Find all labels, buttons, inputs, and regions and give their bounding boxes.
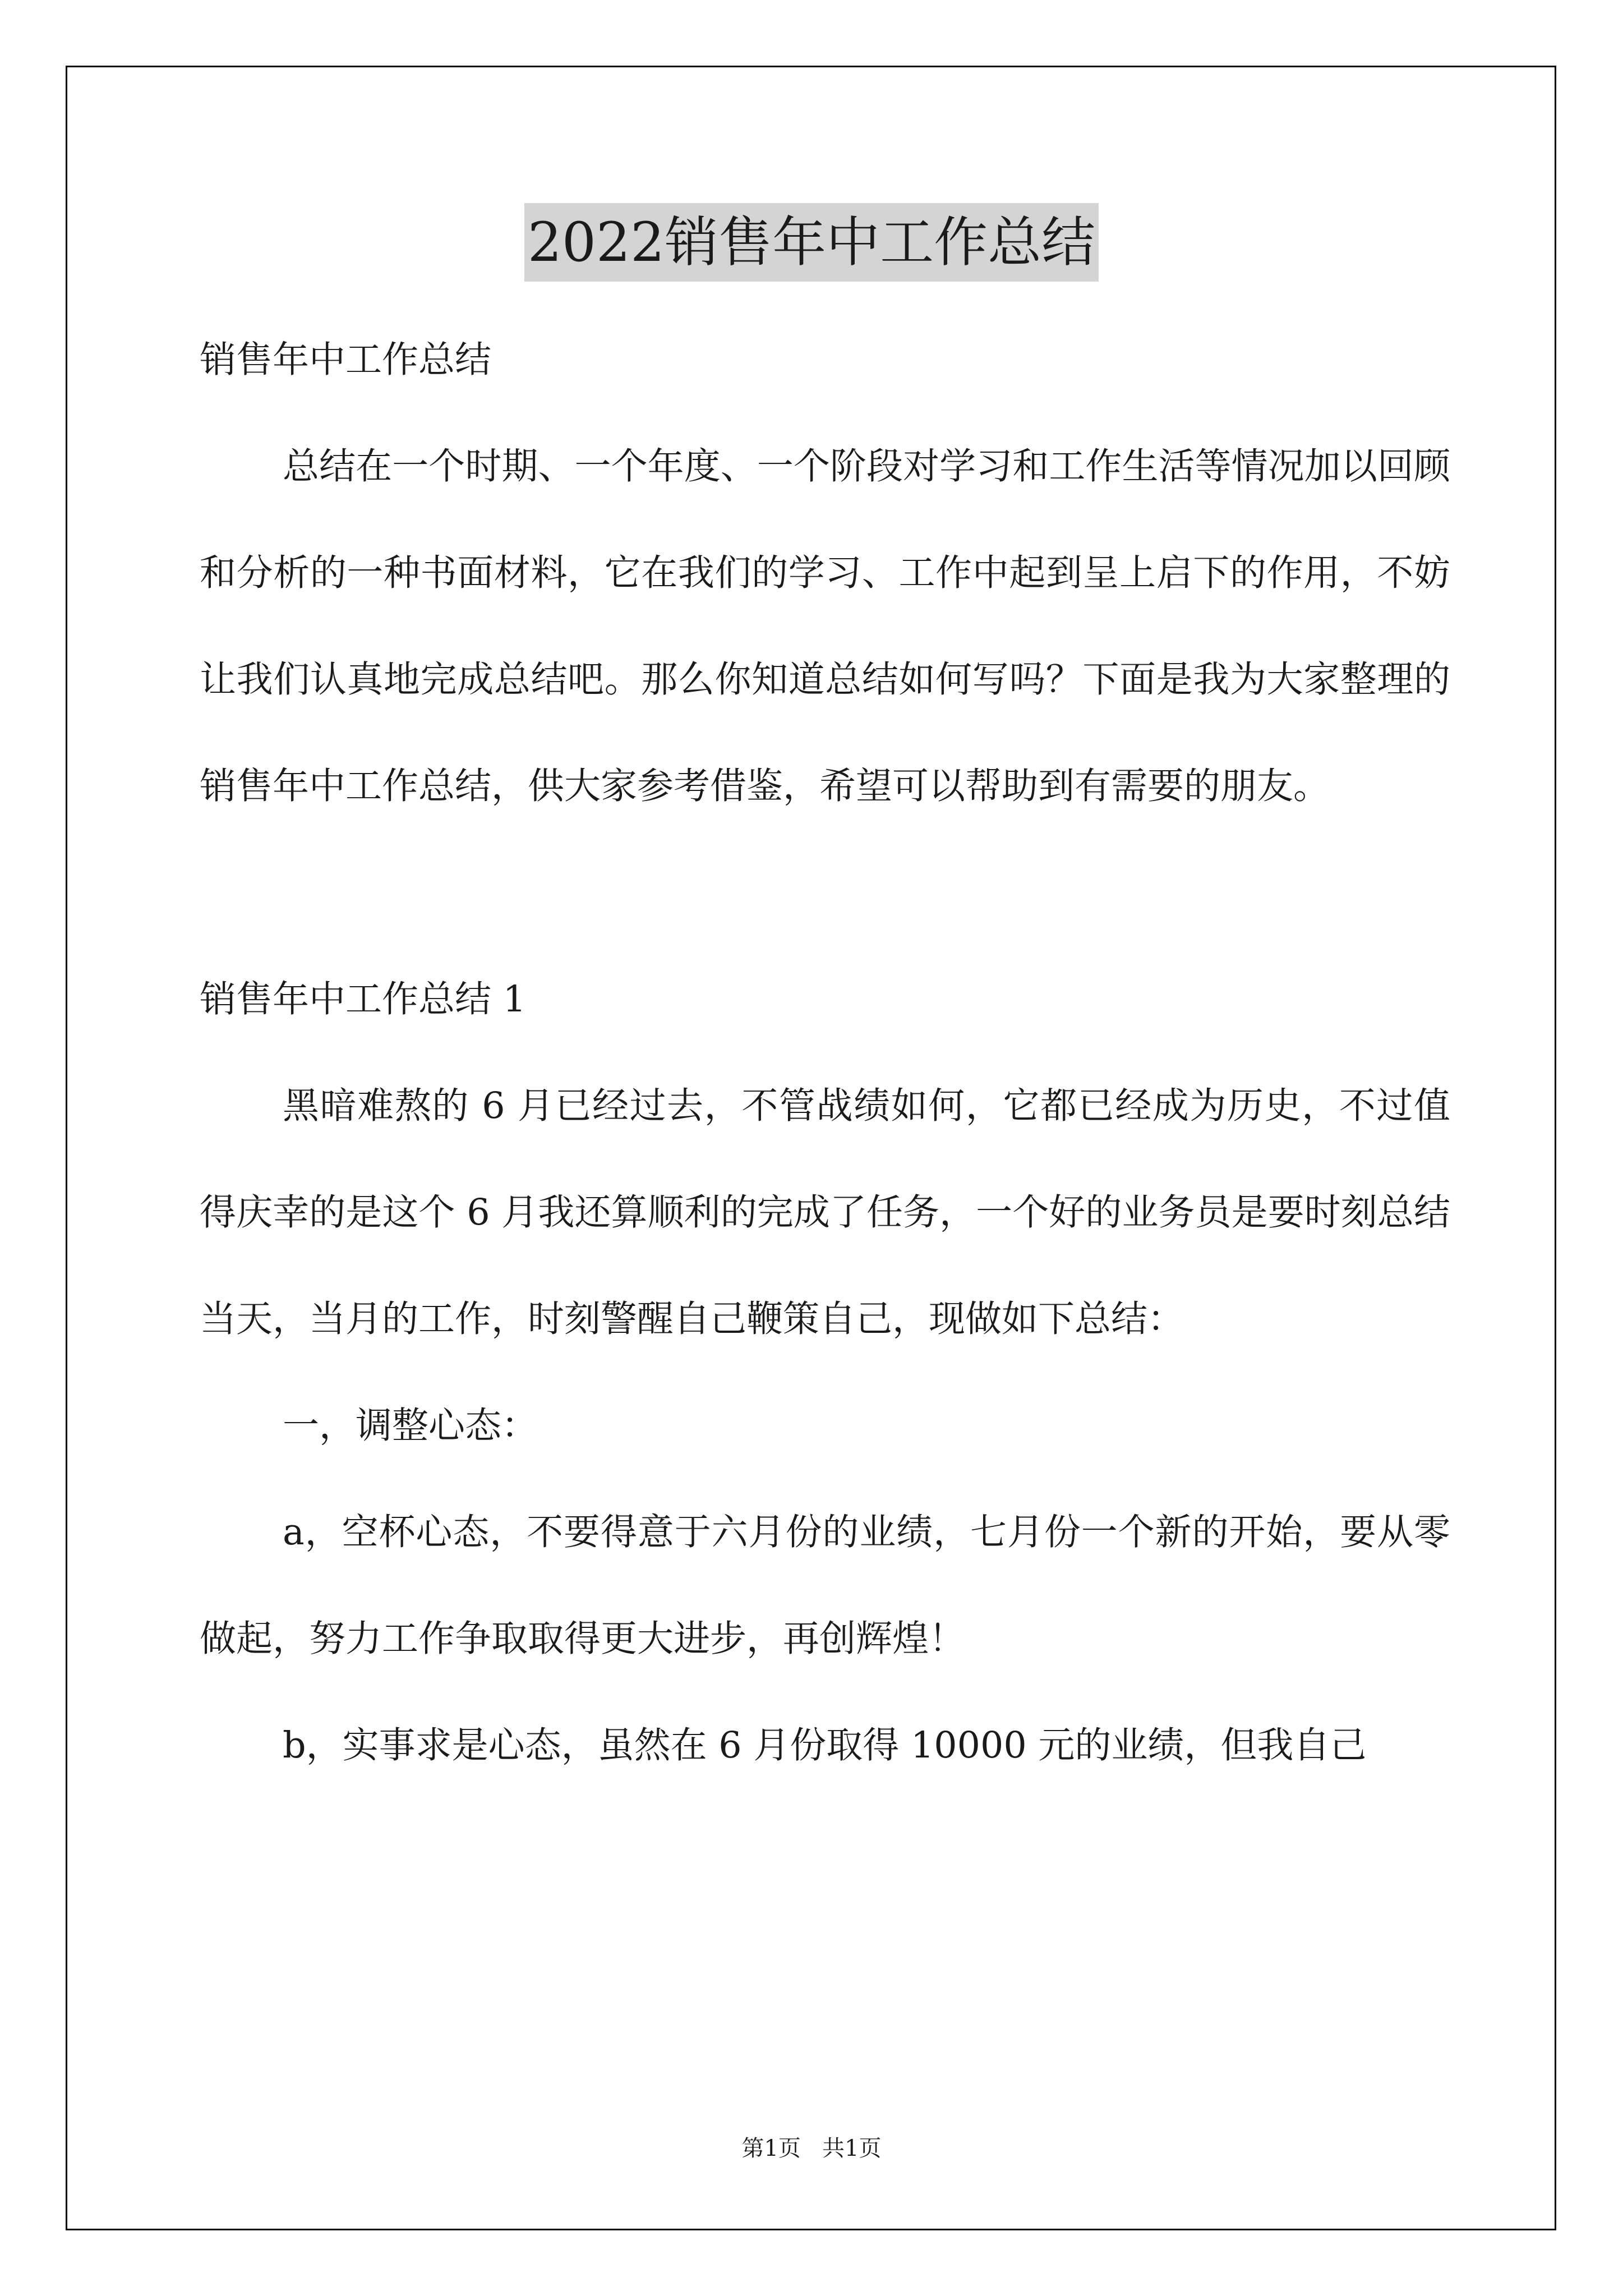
document-title: 2022销售年中工作总结 [524, 203, 1099, 282]
body-paragraph: a，空杯心态，不要得意于六月份的业绩，七月份一个新的开始，要从零做起，努力工作争取取得更大进步，再创辉煌！ [200, 1511, 1450, 1660]
title-container [0, 203, 1623, 282]
page-footer: 第1页 共1页 [741, 2136, 882, 2161]
intro-paragraph: 总结在一个时期、一个年度、一个阶段对学习和工作生活等情况加以回顾和分析的一种书面材料，它在我们的学习、工作中起到呈上启下的作用，不妨让我们认真地完成总结吧。那么你知道总结如何写吗？下面是我为大家整理的销售年中工作总结，供大家参考借鉴，希望可以帮助到有需要的朋友。 [200, 445, 1450, 807]
body-paragraph: b，实事求是心态，虽然在 6 月份取得 10000 元的业绩，但我自己 [283, 1724, 1367, 1766]
document-body [200, 307, 1450, 1799]
section-heading: 销售年中工作总结 1 [200, 978, 527, 1020]
section-heading: 销售年中工作总结 [200, 339, 492, 381]
body-paragraph: 黑暗难熬的 6 月已经过去，不管战绩如何，它都已经成为历史，不过值得庆幸的是这个 6 月我还算顺利的完成了任务，一个好的业务员是要时刻总结当天，当月的工作，时刻警醒自己鞭策自己，现做如下总结： [200, 1085, 1450, 1340]
subsection-heading: 一，调整心态： [283, 1405, 538, 1447]
